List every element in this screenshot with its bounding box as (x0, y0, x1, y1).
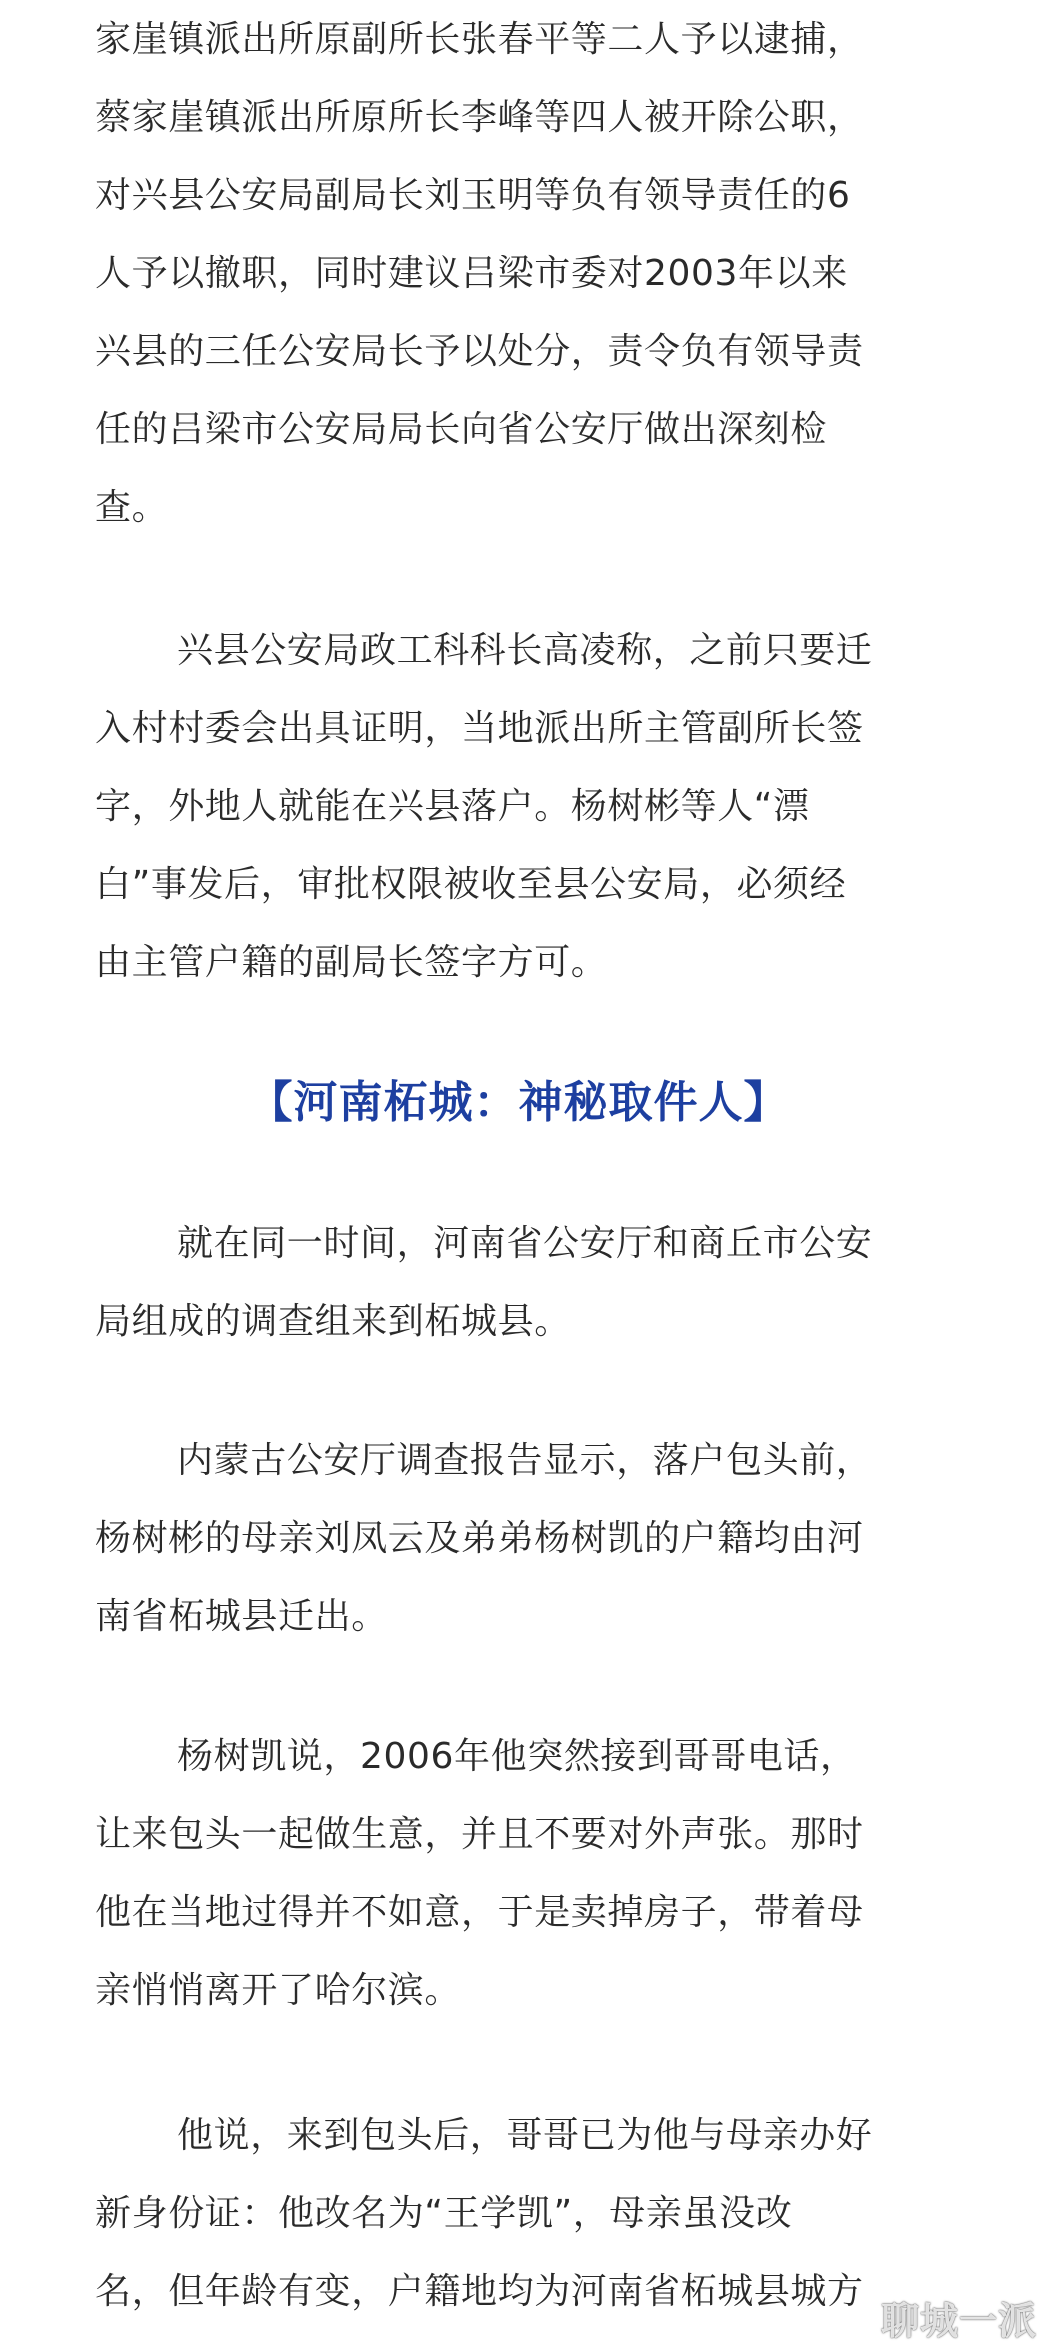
paragraph-4 (95, 1422, 945, 1656)
heading-open-bracket: 【 (248, 1077, 294, 1128)
paragraph-line: 查。 (95, 487, 169, 528)
paragraph-2 (95, 612, 945, 1002)
paragraph-line: 杨树彬的母亲刘凤云及弟弟杨树凯的户籍均由河 (95, 1518, 864, 1559)
paragraph-line: 人予以撤职，同时建议吕梁市委对2003年以来 (95, 253, 848, 294)
paragraph-line: 他说，来到包头后，哥哥已为他与母亲办好 (177, 2115, 873, 2156)
paragraph-line: 局组成的调查组来到柘城县。 (95, 1301, 571, 1342)
paragraph-line: 蔡家崖镇派出所原所长李峰等四人被开除公职， (95, 97, 864, 138)
heading-close-bracket: 】 (743, 1077, 789, 1128)
heading-text: 河南柘城：神秘取件人 (293, 1077, 744, 1128)
paragraph-line: 兴县的三任公安局长予以处分，责令负有领导责 (95, 331, 864, 372)
paragraph-line: 新身份证：他改名为“王学凯”，母亲虽没改 (95, 2193, 793, 2234)
paragraph-line: 任的吕梁市公安局局长向省公安厅做出深刻检 (95, 409, 828, 450)
paragraph-line: 名，但年龄有变，户籍地均为河南省柘城县城方 (95, 2271, 864, 2312)
paragraph-line: 兴县公安局政工科科长高凌称，之前只要迁 (177, 630, 873, 671)
paragraph-3 (95, 1205, 945, 1361)
paragraph-line: 亲悄悄离开了哈尔滨。 (95, 1970, 462, 2011)
paragraph-line: 内蒙古公安厅调查报告显示，落户包头前， (177, 1440, 873, 1481)
paragraph-6 (95, 2097, 945, 2331)
paragraph-line: 南省柘城县迁出。 (95, 1596, 388, 1637)
paragraph-line: 字，外地人就能在兴县落户。杨树彬等人“漂 (95, 786, 810, 827)
watermark: 聊城一派 (880, 2299, 1037, 2343)
paragraph-line: 白”事发后，审批权限被收至县公安局，必须经 (95, 864, 847, 905)
paragraph-line: 杨树凯说，2006年他突然接到哥哥电话， (177, 1736, 857, 1777)
section-heading (0, 1063, 1037, 1143)
paragraph-line: 入村村委会出具证明，当地派出所主管副所长签 (95, 708, 864, 749)
paragraph-5 (95, 1718, 945, 2030)
paragraph-line: 就在同一时间，河南省公安厅和商丘市公安 (177, 1223, 873, 1264)
paragraph-line: 家崖镇派出所原副所长张春平等二人予以逮捕， (95, 19, 864, 60)
paragraph-line: 由主管户籍的副局长签字方可。 (95, 942, 608, 983)
paragraph-line: 他在当地过得并不如意，于是卖掉房子，带着母 (95, 1892, 864, 1933)
paragraph-line: 让来包头一起做生意，并且不要对外声张。那时 (95, 1814, 864, 1855)
paragraph-line: 对兴县公安局副局长刘玉明等负有领导责任的6 (95, 175, 851, 216)
paragraph-1 (95, 1, 945, 547)
